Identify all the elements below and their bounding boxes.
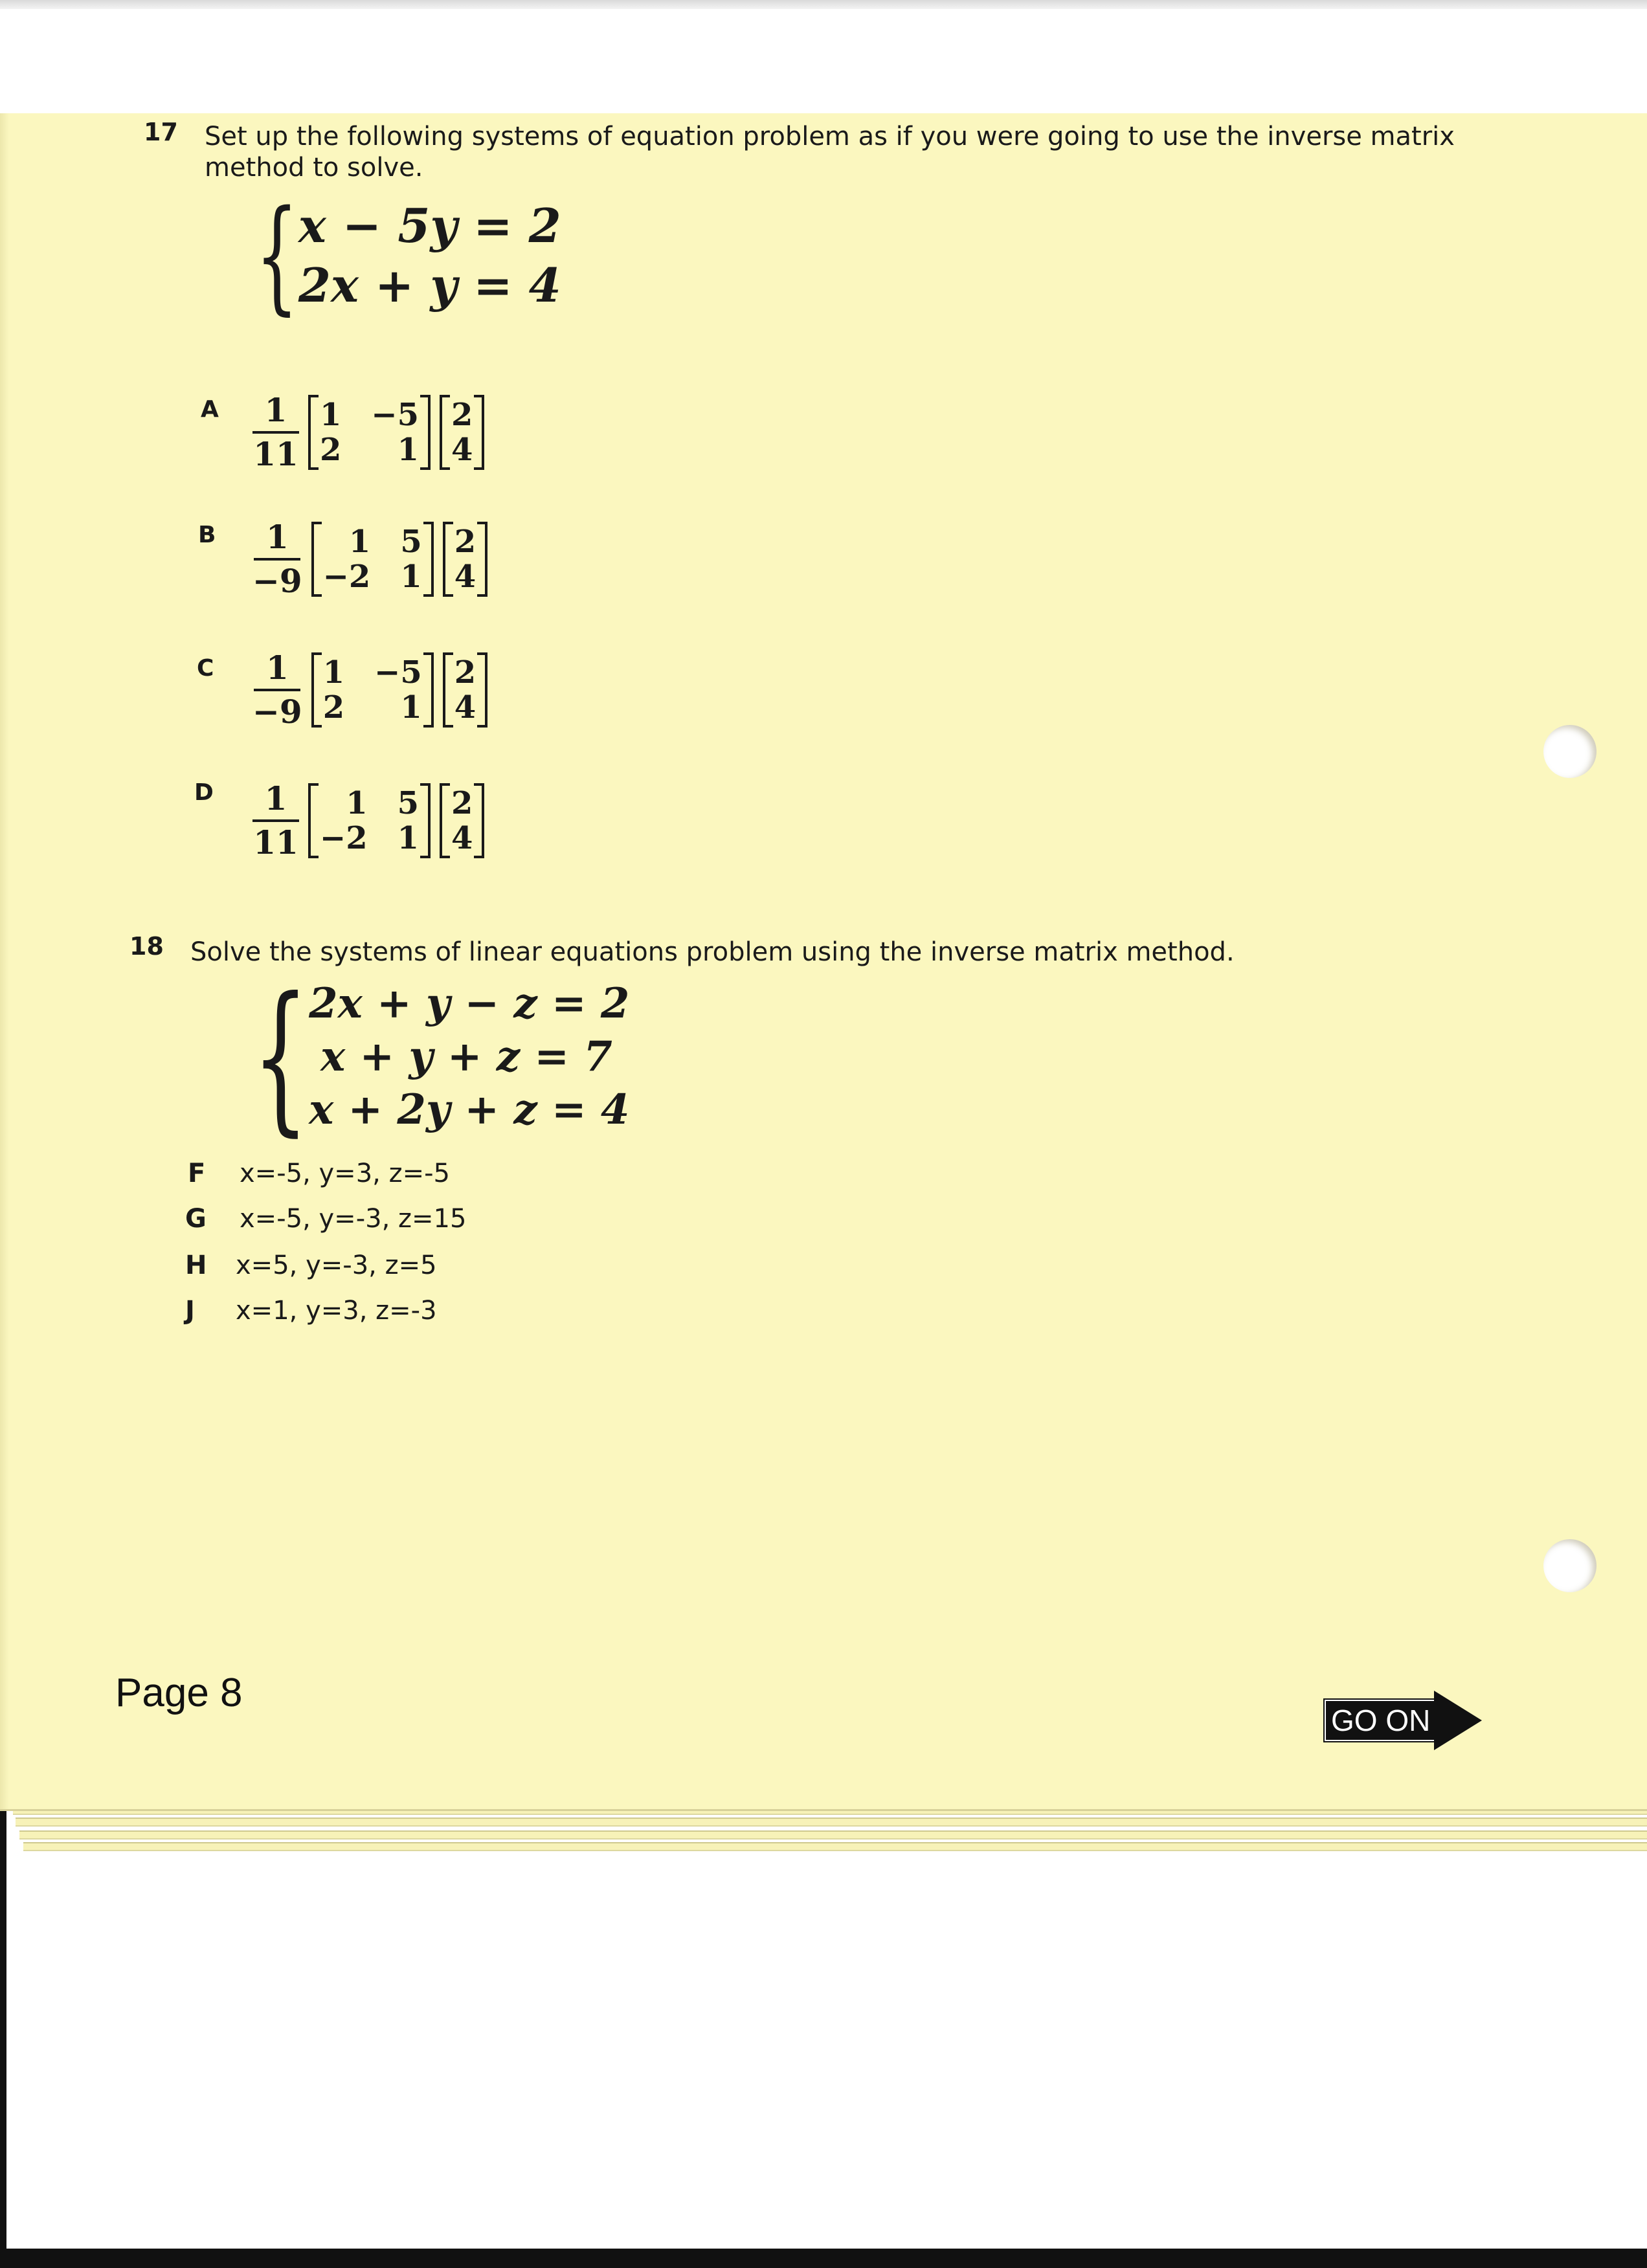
scalar-fraction	[252, 650, 302, 730]
go-on-label: GO ON	[1325, 1700, 1437, 1741]
answer-letter: H	[185, 1251, 207, 1280]
matrix-cell: 1	[348, 524, 371, 560]
matrix-cell: 1	[346, 785, 368, 821]
equation-line: x − 5y = 2	[298, 198, 561, 253]
choice-c-letter: C	[197, 655, 214, 682]
answer-text: x=5, y=-3, z=5	[236, 1251, 437, 1280]
answer-text: x=-5, y=-3, z=15	[240, 1204, 467, 1234]
vector-cell: 2	[451, 397, 473, 433]
equation-line: 2x + y − z = 2	[309, 979, 630, 1028]
matrix-cell: 1	[322, 654, 345, 691]
equation-line: x + y + z = 7	[320, 1032, 612, 1081]
scalar-fraction	[252, 519, 302, 599]
fraction-numerator: 1	[265, 518, 289, 556]
matrix-cell: 1	[397, 820, 420, 856]
constant-vector	[443, 522, 487, 597]
right-arrow-icon	[1434, 1691, 1482, 1750]
question-18-number: 18	[129, 932, 164, 961]
choice-a-letter: A	[201, 396, 219, 423]
coefficient-matrix	[308, 783, 431, 858]
fraction-denominator: −9	[252, 693, 302, 731]
answer-choice-j[interactable]	[185, 1296, 437, 1326]
answer-choice-f[interactable]	[188, 1159, 450, 1188]
vector-cell: 2	[454, 654, 476, 691]
constant-vector	[440, 783, 484, 858]
matrix-cell: −5	[371, 397, 420, 433]
matrix-cell: 1	[400, 689, 422, 726]
sheet-edge	[16, 1818, 1647, 1827]
question-18-text: Solve the systems of linear equations problem using the inverse matrix method.	[190, 937, 1235, 967]
punch-hole	[1543, 725, 1597, 778]
coefficient-matrix	[311, 652, 434, 728]
choice-a-expression[interactable]	[252, 392, 484, 472]
left-brace-icon: {	[252, 962, 309, 1151]
answer-choice-h[interactable]	[185, 1251, 437, 1280]
choice-d-letter: D	[194, 779, 214, 806]
vector-cell: 4	[451, 432, 473, 468]
vector-cell: 2	[451, 785, 473, 821]
matrix-cell: 2	[320, 432, 342, 468]
matrix-cell: 1	[400, 559, 422, 595]
punch-hole	[1543, 1539, 1597, 1592]
scalar-fraction	[252, 392, 299, 472]
answer-letter: G	[185, 1204, 207, 1234]
matrix-cell: 2	[322, 689, 345, 726]
matrix-cell: 5	[397, 785, 420, 821]
fraction-denominator: 11	[253, 435, 298, 473]
question-17-text-line2: method to solve.	[205, 153, 423, 183]
question-17-text-line1: Set up the following systems of equation problem as if you were going to use the inverse matrix	[205, 122, 1455, 151]
question-17-equation-system	[220, 184, 561, 327]
page-number-label: Page 8	[115, 1671, 243, 1715]
coefficient-matrix	[308, 395, 431, 470]
question-18-equation-system	[206, 962, 630, 1151]
coefficient-matrix	[311, 522, 434, 597]
scan-left-shadow	[0, 1806, 6, 2249]
vector-cell: 4	[451, 820, 473, 856]
answer-letter: J	[185, 1296, 195, 1326]
go-on-indicator	[1325, 1691, 1482, 1750]
choice-b-letter: B	[198, 522, 216, 548]
fraction-numerator: 1	[264, 391, 287, 429]
answer-letter: F	[188, 1159, 206, 1188]
vector-cell: 4	[454, 559, 476, 595]
vector-cell: 4	[454, 689, 476, 726]
choice-c-expression[interactable]	[252, 650, 487, 730]
page-fold-edge	[0, 113, 9, 1809]
answer-choice-g[interactable]	[185, 1204, 466, 1234]
matrix-cell: −2	[322, 559, 371, 595]
matrix-cell: 1	[320, 397, 342, 433]
sheet-edge	[19, 1830, 1647, 1840]
answer-text: x=-5, y=3, z=-5	[240, 1159, 450, 1188]
vector-cell: 2	[454, 524, 476, 560]
equation-line: 2x + y = 4	[298, 258, 561, 313]
matrix-cell: 1	[397, 432, 420, 468]
fraction-numerator: 1	[264, 779, 287, 817]
matrix-cell: −5	[374, 654, 422, 691]
equation-line: x + 2y + z = 4	[309, 1085, 630, 1134]
question-17-number: 17	[144, 118, 178, 146]
scalar-fraction	[252, 781, 299, 861]
fraction-numerator: 1	[265, 649, 289, 687]
scan-top-edge	[0, 0, 1647, 9]
fraction-denominator: −9	[252, 562, 302, 600]
choice-d-expression[interactable]	[252, 781, 484, 861]
matrix-cell: −2	[320, 820, 368, 856]
scan-bottom-edge	[0, 2249, 1647, 2268]
choice-b-expression[interactable]	[252, 519, 487, 599]
left-brace-icon: {	[255, 184, 298, 327]
answer-text: x=1, y=3, z=-3	[236, 1296, 437, 1326]
sheet-edge	[23, 1842, 1647, 1851]
constant-vector	[443, 652, 487, 728]
fraction-denominator: 11	[253, 823, 298, 862]
matrix-cell: 5	[400, 524, 422, 560]
constant-vector	[440, 395, 484, 470]
